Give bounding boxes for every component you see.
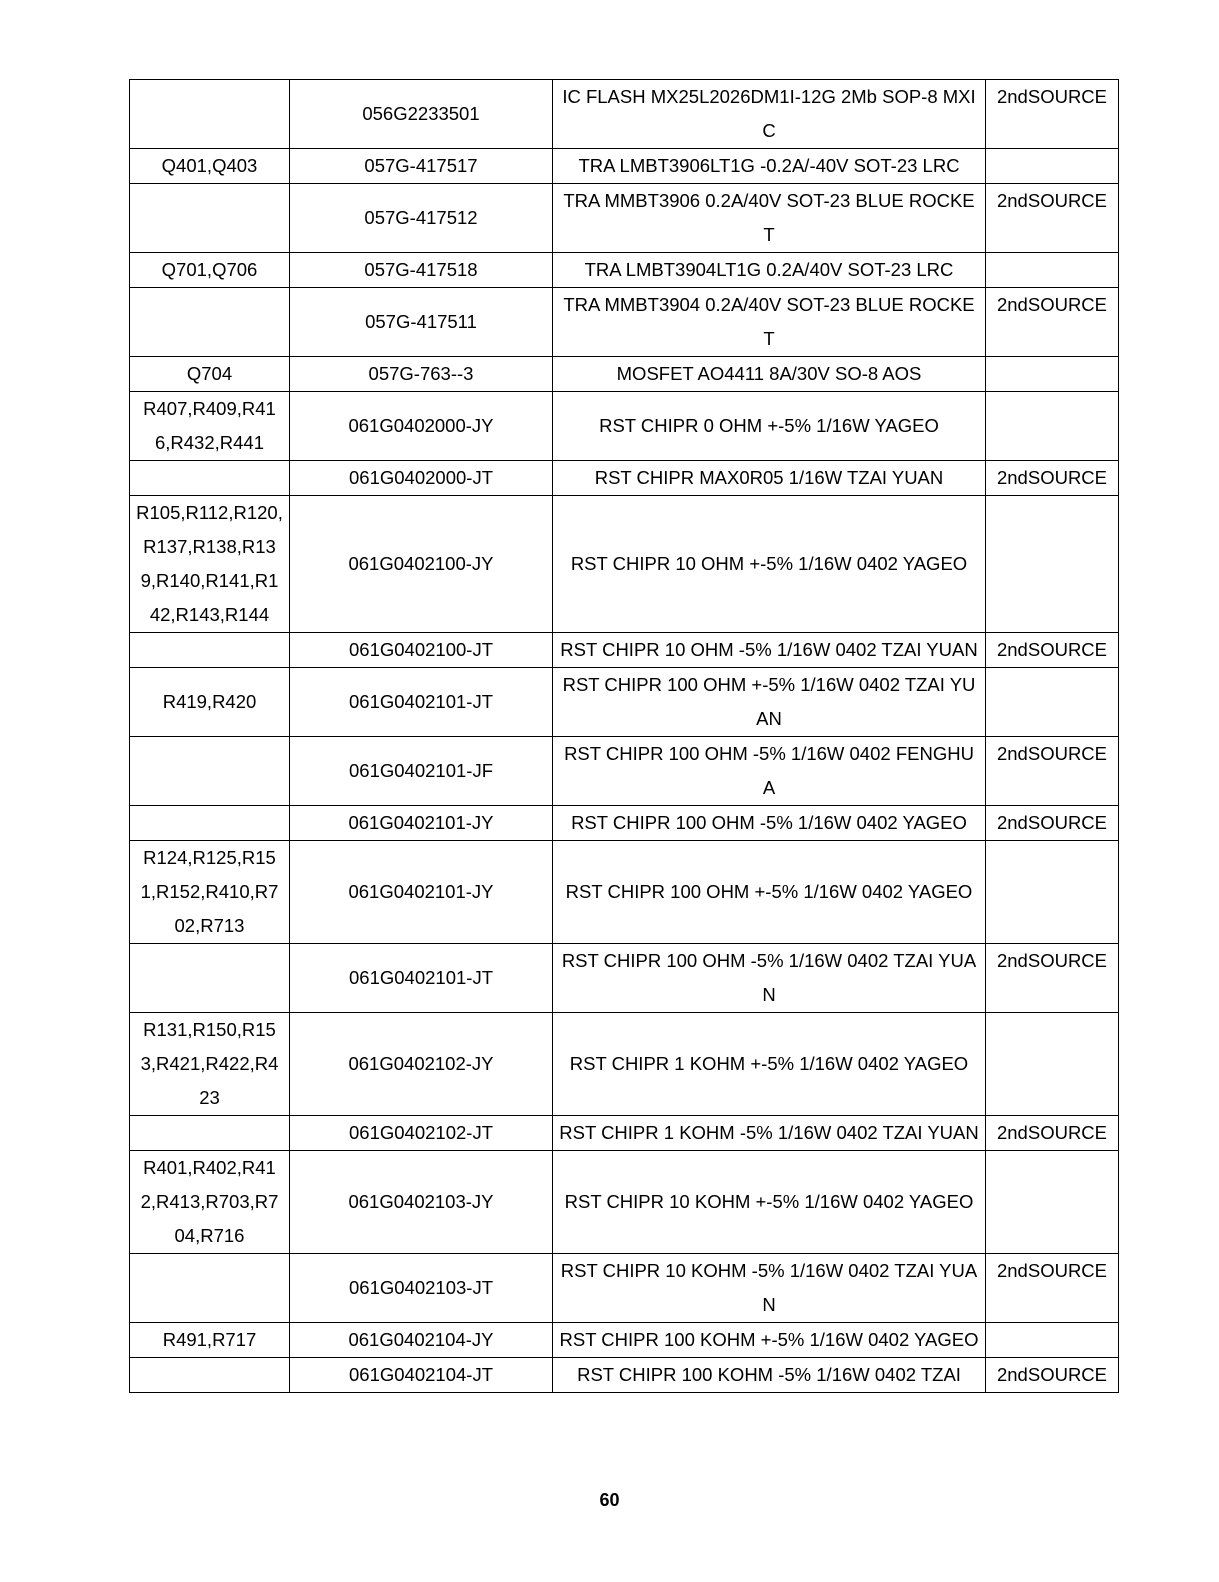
- part-number-cell: 061G0402101-JT: [290, 944, 553, 1013]
- table-row: [130, 496, 1119, 633]
- part-number-cell: 061G0402000-JY: [290, 392, 553, 461]
- table-row: [130, 461, 1119, 496]
- ref-cell: [130, 80, 290, 149]
- part-number-cell: 057G-417512: [290, 184, 553, 253]
- note-cell: [986, 1013, 1119, 1116]
- description-cell: RST CHIPR 100 KOHM -5% 1/16W 0402 TZAI: [553, 1358, 986, 1393]
- ref-cell: Q701,Q706: [130, 253, 290, 288]
- description-cell: RST CHIPR 1 KOHM +-5% 1/16W 0402 YAGEO: [553, 1013, 986, 1116]
- description-cell: RST CHIPR MAX0R05 1/16W TZAI YUAN: [553, 461, 986, 496]
- note-cell: [986, 1323, 1119, 1358]
- note-cell: 2ndSOURCE: [986, 80, 1119, 149]
- ref-cell: [130, 1254, 290, 1323]
- table-row: [130, 668, 1119, 737]
- note-cell: 2ndSOURCE: [986, 944, 1119, 1013]
- description-cell: RST CHIPR 100 OHM -5% 1/16W 0402 YAGEO: [553, 806, 986, 841]
- note-cell: 2ndSOURCE: [986, 1254, 1119, 1323]
- part-number-cell: 061G0402100-JT: [290, 633, 553, 668]
- ref-cell: [130, 461, 290, 496]
- bom-table: [129, 79, 1119, 1393]
- description-cell: IC FLASH MX25L2026DM1I-12G 2Mb SOP-8 MXIC: [553, 80, 986, 149]
- note-cell: 2ndSOURCE: [986, 1358, 1119, 1393]
- part-number-cell: 061G0402104-JT: [290, 1358, 553, 1393]
- description-cell: RST CHIPR 10 OHM +-5% 1/16W 0402 YAGEO: [553, 496, 986, 633]
- note-cell: 2ndSOURCE: [986, 806, 1119, 841]
- table-row: [130, 806, 1119, 841]
- description-cell: TRA LMBT3904LT1G 0.2A/40V SOT-23 LRC: [553, 253, 986, 288]
- table-row: [130, 288, 1119, 357]
- description-cell: TRA LMBT3906LT1G -0.2A/-40V SOT-23 LRC: [553, 149, 986, 184]
- part-number-cell: 057G-763--3: [290, 357, 553, 392]
- description-cell: TRA MMBT3906 0.2A/40V SOT-23 BLUE ROCKET: [553, 184, 986, 253]
- note-cell: [986, 357, 1119, 392]
- ref-cell: R401,R402,R412,R413,R703,R704,R716: [130, 1151, 290, 1254]
- ref-cell: R105,R112,R120,R137,R138,R139,R140,R141,R142,R143,R144: [130, 496, 290, 633]
- description-cell: RST CHIPR 100 OHM +-5% 1/16W 0402 TZAI YUAN: [553, 668, 986, 737]
- note-cell: 2ndSOURCE: [986, 461, 1119, 496]
- ref-cell: [130, 633, 290, 668]
- description-cell: RST CHIPR 10 KOHM -5% 1/16W 0402 TZAI YUAN: [553, 1254, 986, 1323]
- table-row: [130, 841, 1119, 944]
- table-row: [130, 1116, 1119, 1151]
- ref-cell: R124,R125,R151,R152,R410,R702,R713: [130, 841, 290, 944]
- description-cell: RST CHIPR 0 OHM +-5% 1/16W YAGEO: [553, 392, 986, 461]
- ref-cell: R419,R420: [130, 668, 290, 737]
- description-cell: RST CHIPR 100 KOHM +-5% 1/16W 0402 YAGEO: [553, 1323, 986, 1358]
- part-number-cell: 061G0402101-JF: [290, 737, 553, 806]
- part-number-cell: 061G0402104-JY: [290, 1323, 553, 1358]
- bom-table-body: [130, 80, 1119, 1393]
- note-cell: 2ndSOURCE: [986, 184, 1119, 253]
- table-row: [130, 737, 1119, 806]
- table-row: [130, 1358, 1119, 1393]
- part-number-cell: 061G0402102-JY: [290, 1013, 553, 1116]
- description-cell: TRA MMBT3904 0.2A/40V SOT-23 BLUE ROCKET: [553, 288, 986, 357]
- part-number-cell: 061G0402102-JT: [290, 1116, 553, 1151]
- part-number-cell: 061G0402103-JY: [290, 1151, 553, 1254]
- part-number-cell: 061G0402103-JT: [290, 1254, 553, 1323]
- ref-cell: [130, 288, 290, 357]
- note-cell: [986, 149, 1119, 184]
- table-row: [130, 184, 1119, 253]
- note-cell: 2ndSOURCE: [986, 288, 1119, 357]
- note-cell: [986, 841, 1119, 944]
- ref-cell: R407,R409,R416,R432,R441: [130, 392, 290, 461]
- part-number-cell: 057G-417511: [290, 288, 553, 357]
- ref-cell: Q704: [130, 357, 290, 392]
- description-cell: RST CHIPR 10 KOHM +-5% 1/16W 0402 YAGEO: [553, 1151, 986, 1254]
- part-number-cell: 057G-417518: [290, 253, 553, 288]
- table-row: [130, 253, 1119, 288]
- table-row: [130, 392, 1119, 461]
- part-number-cell: 061G0402100-JY: [290, 496, 553, 633]
- note-cell: [986, 1151, 1119, 1254]
- ref-cell: [130, 806, 290, 841]
- table-row: [130, 1323, 1119, 1358]
- ref-cell: [130, 1116, 290, 1151]
- note-cell: [986, 668, 1119, 737]
- part-number-cell: 061G0402000-JT: [290, 461, 553, 496]
- description-cell: RST CHIPR 100 OHM -5% 1/16W 0402 TZAI YUAN: [553, 944, 986, 1013]
- ref-cell: R131,R150,R153,R421,R422,R423: [130, 1013, 290, 1116]
- note-cell: [986, 253, 1119, 288]
- table-row: [130, 944, 1119, 1013]
- description-cell: RST CHIPR 1 KOHM -5% 1/16W 0402 TZAI YUAN: [553, 1116, 986, 1151]
- description-cell: MOSFET AO4411 8A/30V SO-8 AOS: [553, 357, 986, 392]
- note-cell: [986, 392, 1119, 461]
- table-row: [130, 149, 1119, 184]
- part-number-cell: 061G0402101-JT: [290, 668, 553, 737]
- ref-cell: R491,R717: [130, 1323, 290, 1358]
- part-number-cell: 061G0402101-JY: [290, 806, 553, 841]
- note-cell: [986, 496, 1119, 633]
- table-row: [130, 80, 1119, 149]
- table-row: [130, 633, 1119, 668]
- description-cell: RST CHIPR 100 OHM +-5% 1/16W 0402 YAGEO: [553, 841, 986, 944]
- part-number-cell: 061G0402101-JY: [290, 841, 553, 944]
- table-row: [130, 357, 1119, 392]
- ref-cell: [130, 1358, 290, 1393]
- ref-cell: Q401,Q403: [130, 149, 290, 184]
- page-number: 60: [599, 1490, 620, 1510]
- note-cell: 2ndSOURCE: [986, 633, 1119, 668]
- table-row: [130, 1013, 1119, 1116]
- part-number-cell: 057G-417517: [290, 149, 553, 184]
- note-cell: 2ndSOURCE: [986, 737, 1119, 806]
- description-cell: RST CHIPR 100 OHM -5% 1/16W 0402 FENGHUA: [553, 737, 986, 806]
- table-row: [130, 1151, 1119, 1254]
- table-row: [130, 1254, 1119, 1323]
- note-cell: 2ndSOURCE: [986, 1116, 1119, 1151]
- description-cell: RST CHIPR 10 OHM -5% 1/16W 0402 TZAI YUAN: [553, 633, 986, 668]
- part-number-cell: 056G2233501: [290, 80, 553, 149]
- ref-cell: [130, 737, 290, 806]
- ref-cell: [130, 944, 290, 1013]
- ref-cell: [130, 184, 290, 253]
